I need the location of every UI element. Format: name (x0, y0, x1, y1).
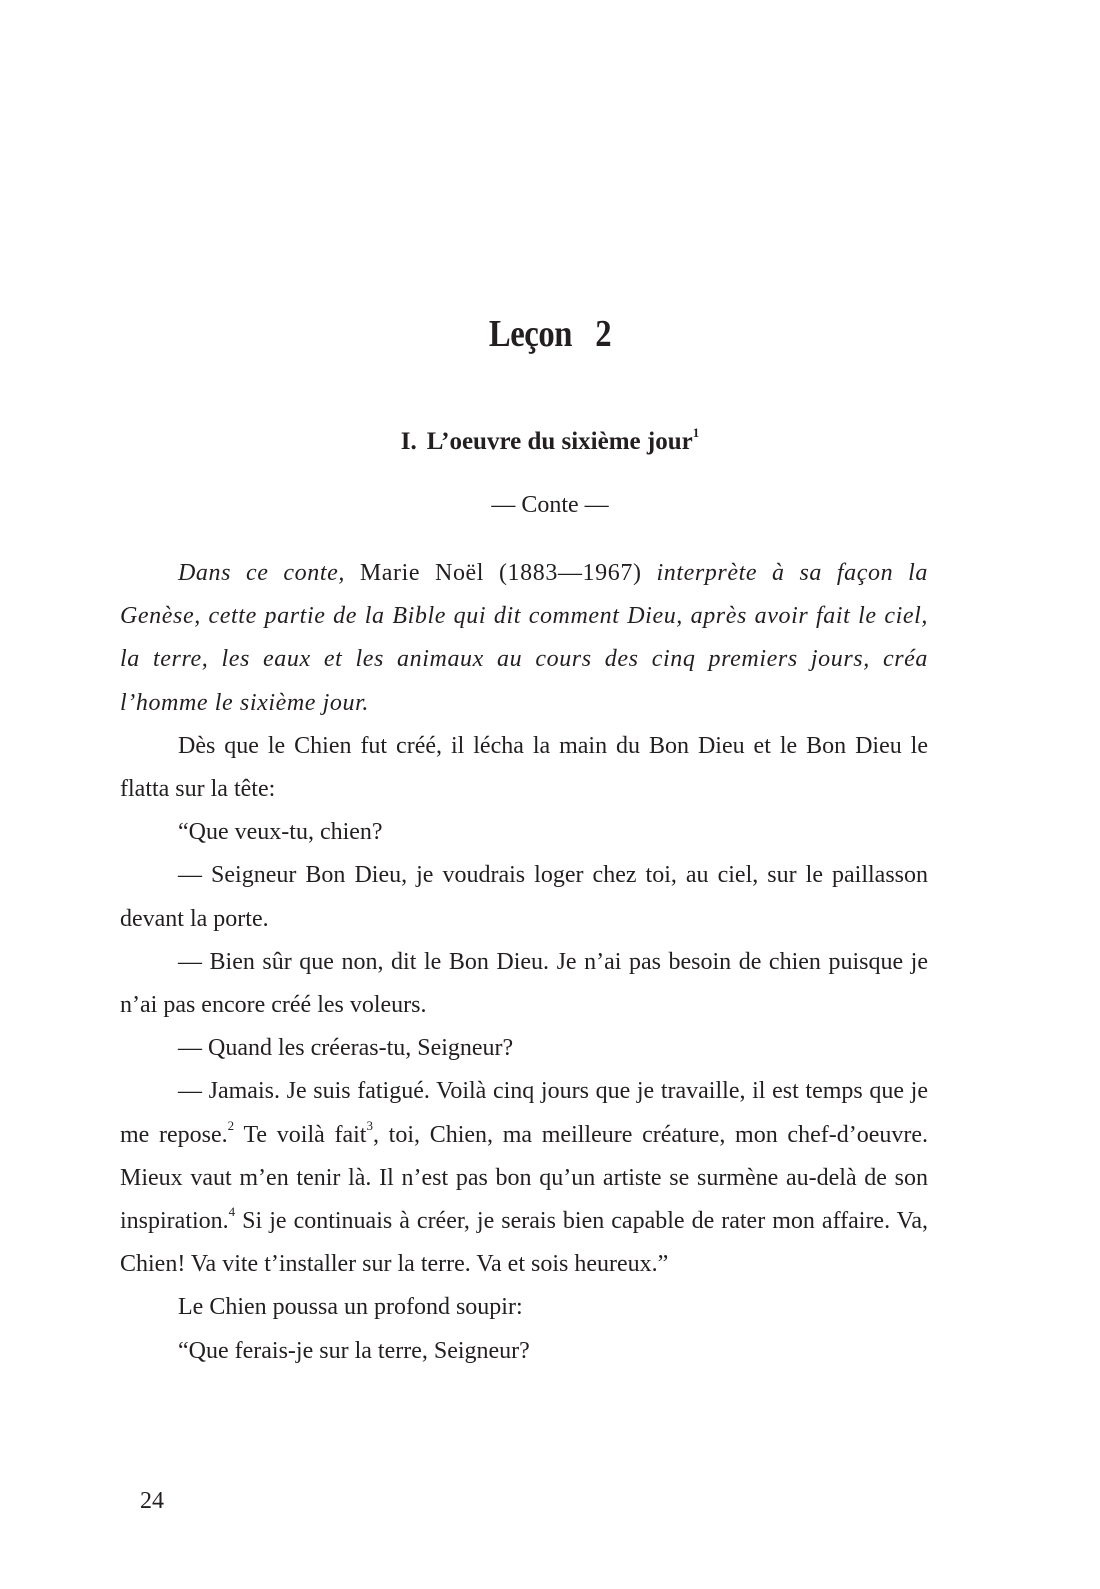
section-number: I. (400, 428, 417, 455)
long-seg-1: — Jamais. Je suis fatigué. Voilà cinq jours que je travaille, il est temps que je me repose. (120, 1078, 928, 1148)
paragraph-8: “Que ferais-je sur la terre, Seigneur? (178, 1337, 530, 1364)
long-seg-4: Si je continuais à créer, je serais bien capable de rater mon affaire. Va, Chien! Va vite t’installer sur la terre. Va et sois heureux.” (120, 1208, 928, 1278)
intro-part1: Dans ce conte, (178, 560, 360, 586)
paragraph-7: Le Chien poussa un profond soupir: (178, 1294, 523, 1321)
section-title (0, 424, 1100, 456)
paragraph-6 (120, 1070, 928, 1286)
intro-part2: interprète à sa façon la Genèse, cette partie de la Bible qui dit comment Dieu, après avoir fait le ciel, la terre, les eaux et les animaux au cours des cinq premiers jours, créa l’homme le sixième jour. (120, 560, 928, 716)
section-title-text: L’oeuvre du sixième jour (426, 428, 693, 455)
intro-author: Marie Noël (1883—1967) (359, 560, 657, 586)
genre-label: — Conte — (491, 492, 609, 518)
intro-paragraph (120, 552, 928, 725)
paragraph-4: — Bien sûr que non, dit le Bon Dieu. Je n’ai pas besoin de chien puisque je n’ai pas encore créé les voleurs. (120, 948, 928, 1019)
footnote-ref-3: 3 (366, 1117, 373, 1133)
footnote-ref-1: 1 (692, 424, 700, 440)
footnote-ref-2: 2 (227, 1117, 235, 1133)
lesson-title: Leçon 2 (488, 313, 612, 355)
long-seg-3: , toi, Chien, ma meilleure créature, mon chef-d’oeuvre. Mieux vaut m’en tenir là. Il n’est pas bon qu’un artiste se surmène au-delà de son inspiration. (120, 1121, 928, 1235)
story-body (120, 552, 928, 1373)
paragraph-5: — Quand les créeras-tu, Seigneur? (178, 1035, 514, 1062)
long-seg-2: Te voilà fait (234, 1121, 367, 1148)
paragraph-1: Dès que le Chien fut créé, il lécha la main du Bon Dieu et le Bon Dieu le flatta sur la tête: (120, 732, 928, 803)
page-number: 24 (140, 1488, 164, 1514)
footnote-ref-4: 4 (228, 1204, 236, 1220)
paragraph-3: — Seigneur Bon Dieu, je voudrais loger chez toi, au ciel, sur le paillasson devant la porte. (120, 862, 928, 932)
paragraph-2: “Que veux-tu, chien? (178, 819, 383, 846)
